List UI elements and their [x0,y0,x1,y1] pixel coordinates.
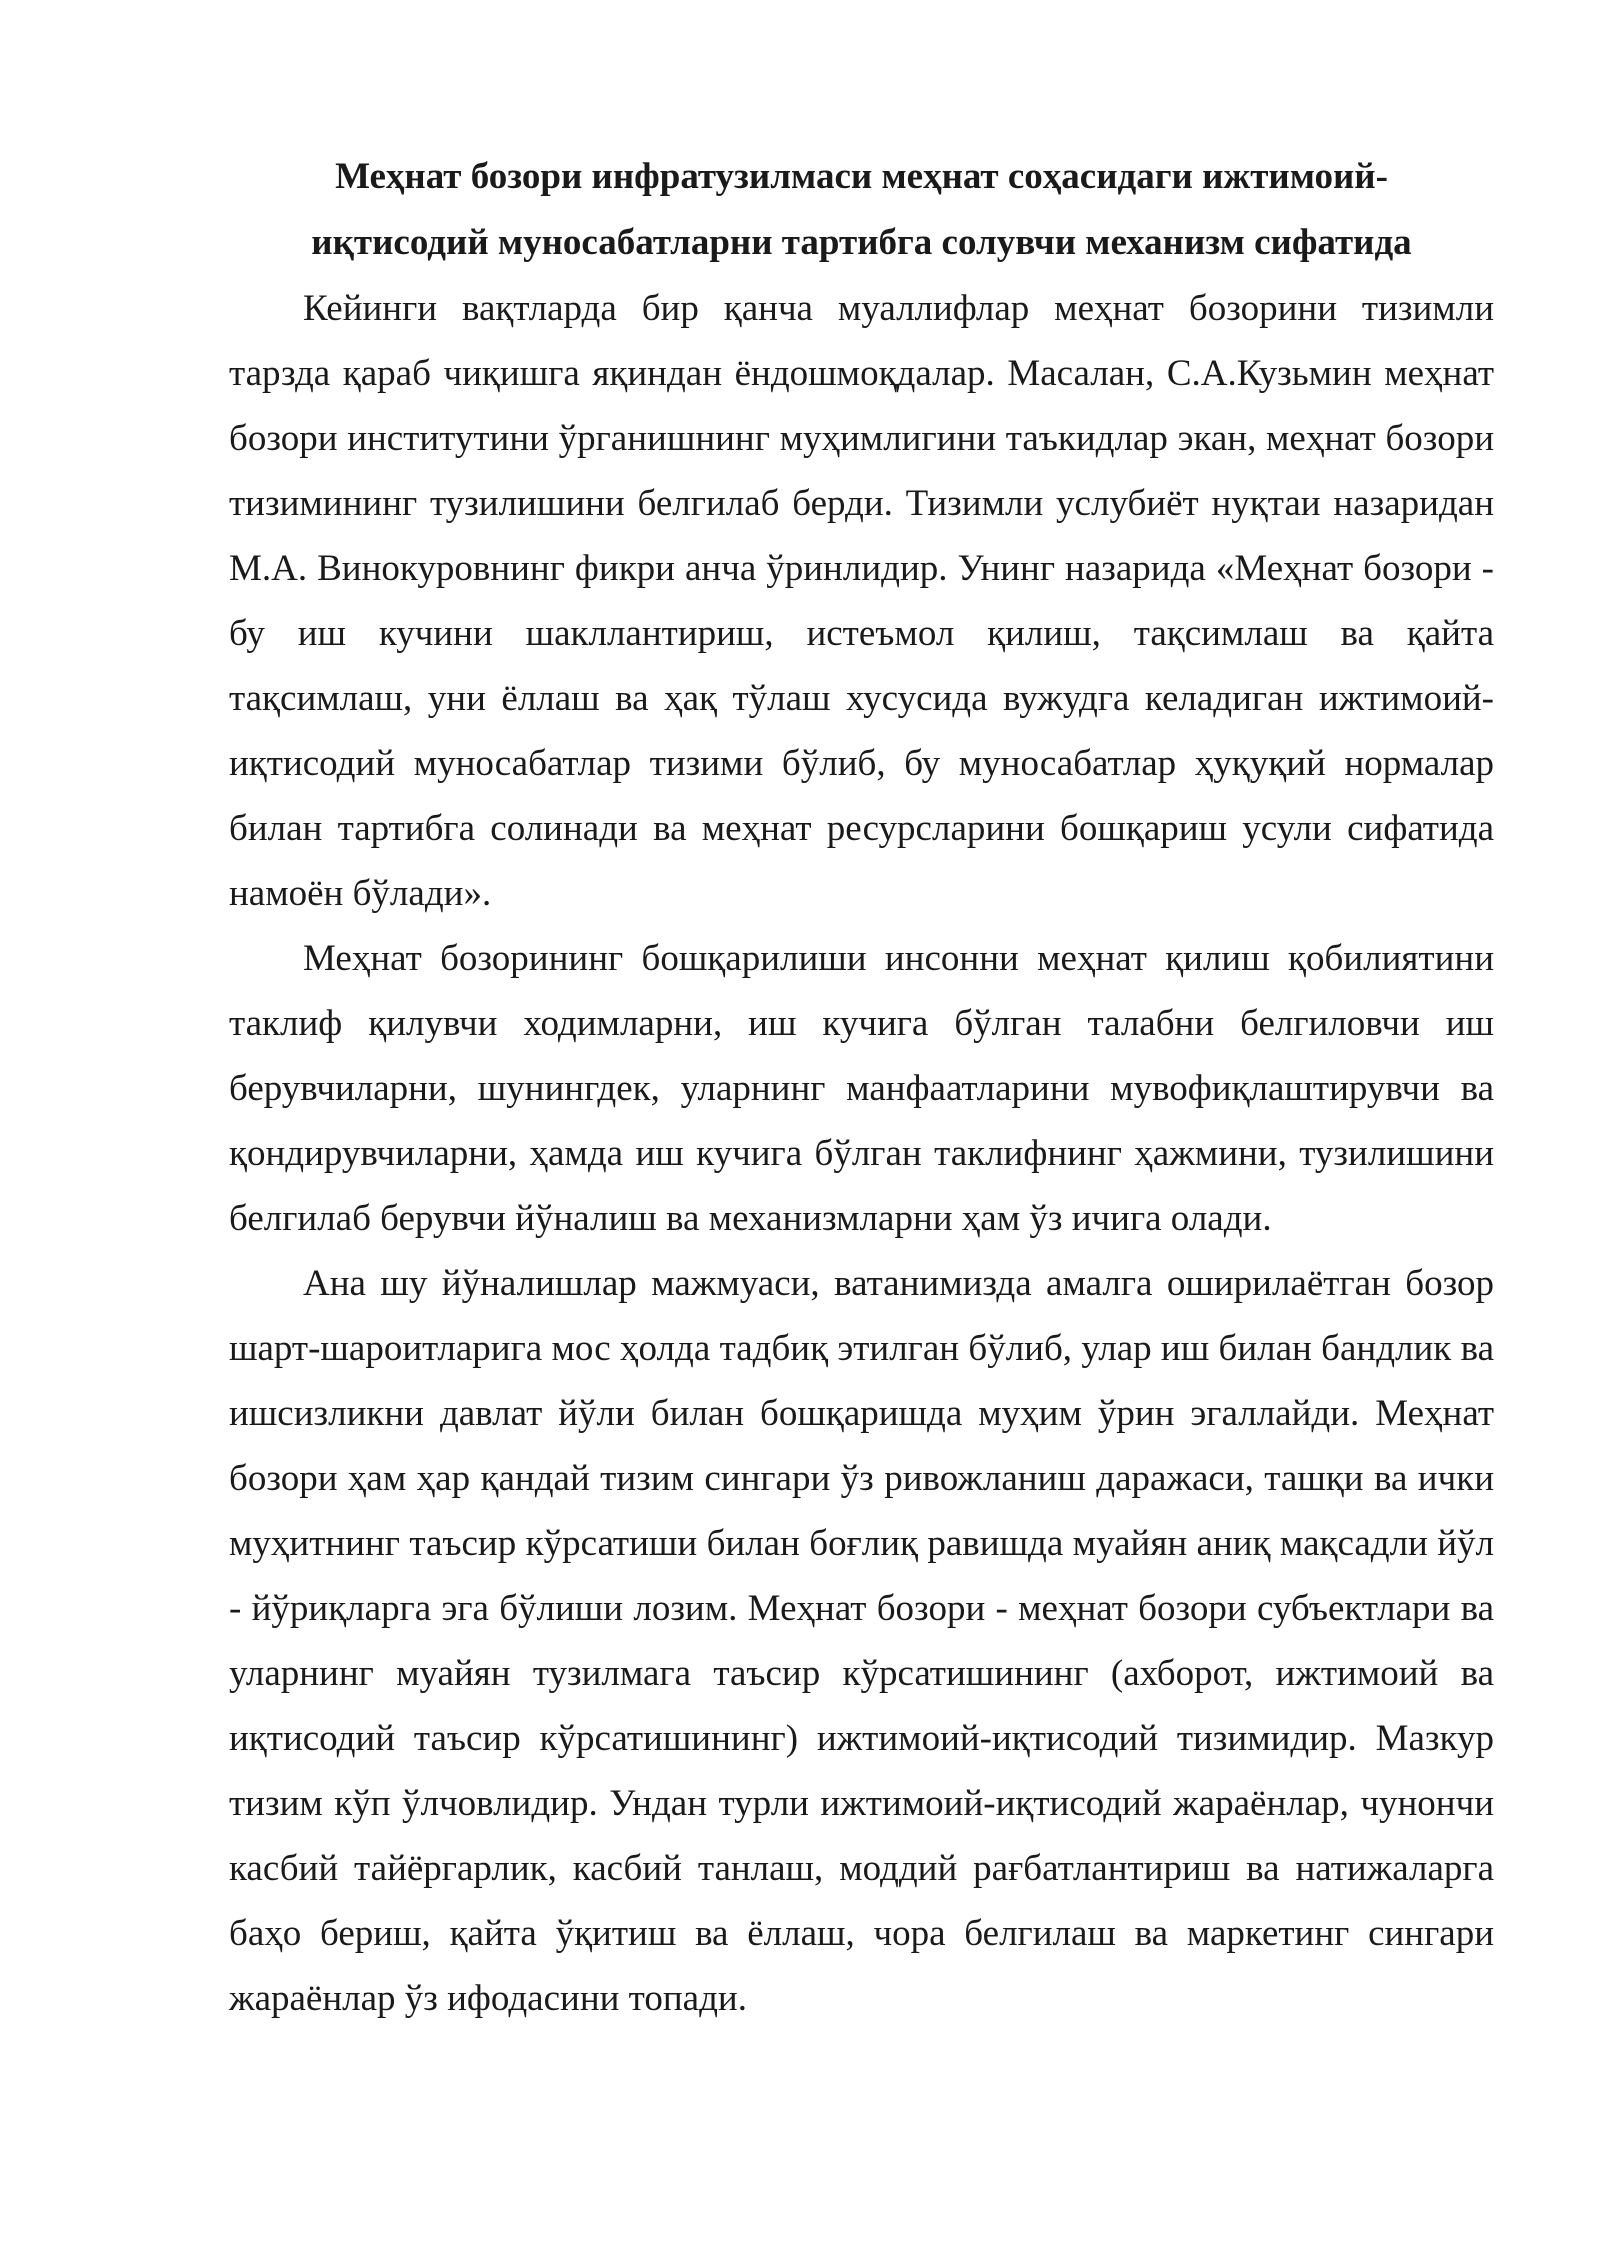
paragraph-2: Меҳнат бозорининг бошқарилиши инсонни меҳнат қилиш қобилиятини таклиф қилувчи ходимларни, иш кучига бўлган талабни белгиловчи иш берувчиларни, шунингдек, уларнинг манфаатларини мувофиқлаштирувчи ва қондирувчиларни, ҳамда иш кучига бўлган таклифнинг ҳажмини, тузилишини белгилаб берувчи йўналиш ва механизмларни ҳам ўз ичига олади. [229,938,1494,1239]
document-body [229,144,1494,2031]
title-line-2: иқтисодий муносабатларни тартибга солувчи механизм сифатида [311,222,1412,263]
paragraph-1: Кейинги вақтларда бир қанча муаллифлар меҳнат бозорини тизимли тарзда қараб чиқишга яқиндан ёндошмоқдалар. Масалан, С.А.Кузьмин меҳнат бозори институтини ўрганишнинг муҳимлигини таъкидлар экан, меҳнат бозори тизимининг тузилишини белгилаб берди. Тизимли услубиёт нуқтаи назаридан М.А. Винокуровнинг фикри анча ўринлидир. Унинг назарида «Меҳнат бозори - бу иш кучини шакллантириш, истеъмол қилиш, тақсимлаш ва қайта тақсимлаш, уни ёллаш ва ҳақ тўлаш хусусида вужудга келадиган ижтимоий-иқтисодий муносабатлар тизими бўлиб, бу муносабатлар ҳуқуқий нормалар билан тартибга солинади ва меҳнат ресурсларини бошқариш усули сифатида намоён бўлади». [229,288,1494,914]
paragraph-3: Ана шу йўналишлар мажмуаси, ватанимизда амалга оширилаётган бозор шарт-шароитларига мос ҳолда тадбиқ этилган бўлиб, улар иш билан бандлик ва ишсизликни давлат йўли билан бошқаришда муҳим ўрин эгаллайди. Меҳнат бозори ҳам ҳар қандай тизим сингари ўз ривожланиш даражаси, ташқи ва ички муҳитнинг таъсир кўрсатиши билан боғлиқ равишда муайян аниқ мақсадли йўл - йўриқларга эга бўлиши лозим. Меҳнат бозори - меҳнат бозори субъектлари ва уларнинг муайян тузилмага таъсир кўрсатишининг (ахборот, ижтимоий ва иқтисодий таъсир кўрсатишининг) ижтимоий-иқтисодий тизимидир. Мазкур тизим кўп ўлчовлидир. Ундан турли ижтимоий-иқтисодий жараёнлар, чунончи касбий тайёргарлик, касбий танлаш, моддий рағбатлантириш ва натижаларга баҳо бериш, қайта ўқитиш ва ёллаш, чора белгилаш ва маркетинг сингари жараёнлар ўз ифодасини топади. [229,1263,1494,2019]
document-title [229,144,1494,276]
title-line-1: Меҳнат бозори инфратузилмаси меҳнат соҳасидаги ижтимоий- [335,156,1388,197]
